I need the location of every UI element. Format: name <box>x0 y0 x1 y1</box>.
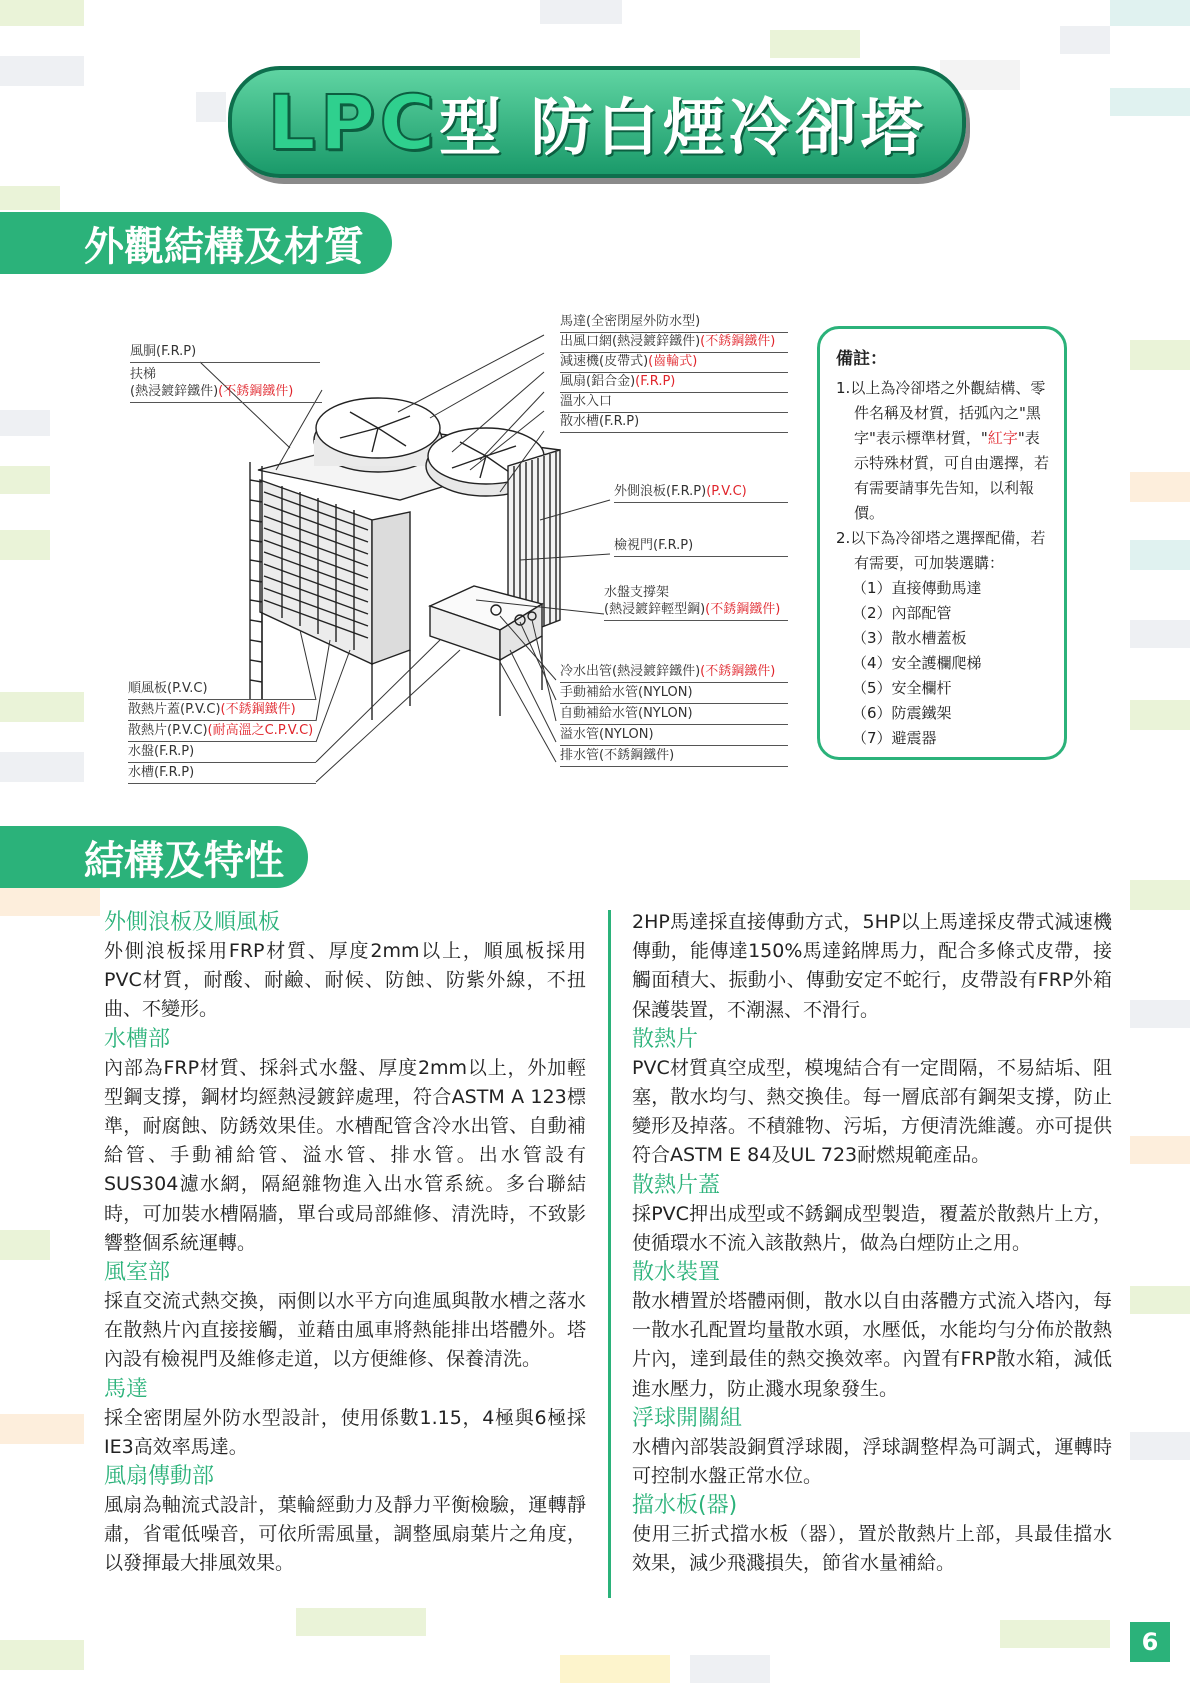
label-fan: 風扇(鋁合金)(F.R.P) <box>560 374 788 393</box>
feature-heading: 水槽部 <box>104 1026 171 1052</box>
label-drain: 排水管(不銹鋼鐵件) <box>560 748 788 767</box>
option-item: （5）安全欄杆 <box>852 679 952 697</box>
features-right-column <box>632 908 1112 1579</box>
section-heading-appearance: 外觀結構及材質 <box>0 212 392 274</box>
label-reducer: 減速機(皮帶式)(齒輪式) <box>560 354 788 373</box>
feature-heading: 風扇傳動部 <box>104 1464 215 1490</box>
label-support: 水盤支撐架 <box>604 585 670 600</box>
feature-text: 風扇為軸流式設計，葉輪經動力及靜力平衡檢驗，運轉靜肅，省電低噪音，可依所需風量，調整風扇葉片之角度，以發揮最大排風效果。 <box>104 1494 586 1575</box>
notes-item-1: 1.以上為冷卻塔之外觀結構、零件名稱及材質，括弧內之"黑字"表示標準材質，"紅字"表示特殊材質，可自由選擇，若有需要請事先告知，以利報價。 <box>836 379 1050 522</box>
notes-item-2: 2.以下為冷卻塔之選擇配備，若有需要，可加裝選購： <box>836 529 1046 572</box>
feature-text: 外側浪板採用FRP材質、厚度2mm以上，順風板採用PVC材質，耐酸、耐鹼、耐候、防蝕、防紫外線，不扭曲、不變形。 <box>104 940 586 1021</box>
label-fan-housing: 風胴(F.R.P) <box>130 344 320 363</box>
feature-heading: 散熱片 <box>632 1026 699 1052</box>
notes-box <box>817 326 1067 760</box>
label-basin: 散水槽(F.R.P) <box>560 414 788 433</box>
feature-text: PVC材質真空成型，模塊結合有一定間隔，不易結垢、阻塞，散水均勻、熱交換佳。每一層底部有鋼架支撐，防止變形及掉落。不積雜物、污垢，方便清洗維護。亦可提供符合ASTM E 84及UL 723耐燃規範產品。 <box>632 1056 1112 1167</box>
option-item: （7）避震器 <box>852 729 937 747</box>
label-casing: 外側浪板(F.R.P)(P.V.C) <box>614 484 788 503</box>
title-rest: 型 防白煙冷卻塔 <box>439 90 927 164</box>
label-water-pan: 水盤(F.R.P) <box>128 744 316 763</box>
feature-heading: 馬達 <box>104 1376 149 1402</box>
feature-text: 2HP馬達採直接傳動方式，5HP以上馬達採皮帶式減速機傳動，能傳達150%馬達銘牌馬力，配合多條式皮帶，接觸面積大、振動小、傳動安定不蛇行，皮帶設有FRP外箱保護裝置，不潮濕、不滑行。 <box>632 911 1112 1021</box>
label-motor: 馬達(全密閉屋外防水型) <box>560 314 788 333</box>
label-inlet: 溫水入口 <box>560 394 788 413</box>
label-support-material: (熱浸鍍鋅輕型鋼)(不銹鋼鐵件) <box>604 602 788 621</box>
label-door: 檢視門(F.R.P) <box>614 538 788 557</box>
label-overflow: 溢水管(NYLON) <box>560 727 788 746</box>
feature-heading: 風室部 <box>104 1260 171 1286</box>
label-outlet-pipe: 冷水出管(熱浸鍍鋅鐵件)(不銹鋼鐵件) <box>560 664 788 683</box>
feature-heading: 擋水板(器) <box>632 1493 738 1519</box>
option-item: （6）防震鐵架 <box>852 704 952 722</box>
section-heading-features: 結構及特性 <box>0 826 308 888</box>
label-outlet-net: 出風口網(熱浸鍍鋅鐵件)(不銹鋼鐵件) <box>560 334 788 353</box>
feature-text: 採直交流式熱交換，兩側以水平方向進風與散水槽之落水在散熱片內直接接觸，並藉由風車將熱能排出塔體外。塔內設有檢視門及維修走道，以方便維修、保養清洗。 <box>104 1290 586 1371</box>
feature-heading: 浮球開關組 <box>632 1405 743 1431</box>
option-item: （3）散水槽蓋板 <box>852 629 967 647</box>
label-fill: 散熱片(P.V.C)(耐高溫之C.P.V.C) <box>128 723 316 742</box>
label-louver: 順風板(P.V.C) <box>128 681 316 700</box>
features-left-column <box>104 908 586 1579</box>
title-lpc: LPC <box>267 77 440 167</box>
feature-text: 採PVC押出成型或不銹鋼成型製造，覆蓋於散熱片上方，使循環水不流入該散熱片，做為白煙防止之用。 <box>632 1202 1112 1254</box>
feature-heading: 外側浪板及順風板 <box>104 910 281 935</box>
feature-text: 水槽內部裝設銅質浮球閥，浮球調整桿為可調式，運轉時可控制水盤正常水位。 <box>632 1435 1112 1488</box>
label-auto-pipe: 自動補給水管(NYLON) <box>560 706 788 725</box>
feature-text: 採全密閉屋外防水型設計，使用係數1.15，4極與6極採IE3高效率馬達。 <box>104 1406 586 1458</box>
label-manual-pipe: 手動補給水管(NYLON) <box>560 685 788 704</box>
option-item: （1）直接傳動馬達 <box>852 579 982 597</box>
label-ladder-material: (熱浸鍍鋅鐵件)(不銹鋼鐵件) <box>130 384 322 403</box>
label-water-tank: 水槽(F.R.P) <box>128 765 316 784</box>
feature-heading: 散熱片蓋 <box>632 1172 721 1198</box>
feature-text: 使用三折式擋水板（器），置於散熱片上部，具最佳擋水效果，減少飛濺損失，節省水量補給。 <box>632 1523 1112 1575</box>
option-item: （2）內部配管 <box>852 604 952 622</box>
option-item: （4）安全護欄爬梯 <box>852 654 982 672</box>
label-ladder: 扶梯 <box>130 367 157 382</box>
feature-heading: 散水裝置 <box>632 1260 721 1286</box>
label-fill-cover: 散熱片蓋(P.V.C)(不銹鋼鐵件) <box>128 702 316 721</box>
notes-heading: 備註： <box>836 349 887 369</box>
feature-text: 散水槽置於塔體兩側，散水以自由落體方式流入塔內，每一散水孔配置均量散水頭，水壓低，水能均勻分佈於散熱片內，達到最佳的熱交換效率。內置有FRP散水箱，減低進水壓力，防止濺水現象發生。 <box>632 1290 1112 1400</box>
page-number: 6 <box>1130 1622 1170 1662</box>
feature-text: 內部為FRP材質、採斜式水盤、厚度2mm以上，外加輕型鋼支撐，鋼材均經熱浸鍍鋅處理，符合ASTM A 123標準，耐腐蝕、防銹效果佳。水槽配管含冷水出管、自動補給管、手動補給管、溢水管、排水管。出水管設有SUS304濾水網，隔絕雜物進入出水管系統。多台聯結時，可加裝水槽隔牆，單台或局部維修、清洗時，不致影響整個系統運轉。 <box>104 1056 586 1254</box>
column-divider <box>608 910 611 1598</box>
